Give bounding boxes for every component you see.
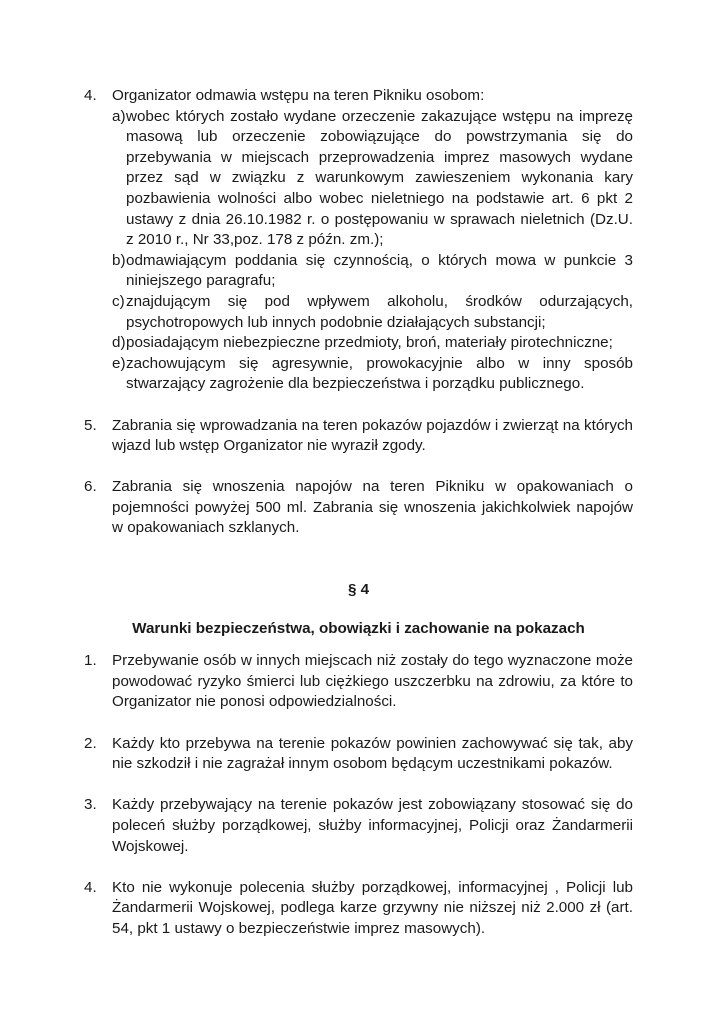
item-number: 4. xyxy=(84,87,97,104)
item-text: Każdy kto przebywa na terenie pokazów powinien zachowywać się tak, aby nie szkodził i nie zagrażał innym osobom będącym uczestnikami pokazów. xyxy=(112,734,633,773)
list-item-2 xyxy=(84,734,633,775)
subitem-letter: c) xyxy=(112,292,125,310)
list-item-4b xyxy=(84,878,633,940)
item-text: Przebywanie osób w innych miejscach niż zostały do tego wyznaczone może powodować ryzyko śmierci lub ciężkiego uszczerbku na zdrowiu, za które to Organizator nie ponosi odpowiedzialności. xyxy=(112,652,633,711)
item-number: 3. xyxy=(84,796,97,814)
list-item-1 xyxy=(84,651,633,713)
subitem-letter: e) xyxy=(112,354,126,372)
item-number: 1. xyxy=(84,652,97,670)
subitem-letter: d) xyxy=(112,334,126,352)
item-number: 5. xyxy=(84,416,97,434)
subitem-text: odmawiającym poddania się czynnością, o których mowa w punkcie 3 niniejszego paragrafu; xyxy=(126,251,633,290)
subitem-a xyxy=(84,107,633,251)
subitem-text: posiadającym niebezpieczne przedmioty, broń, materiały pirotechniczne; xyxy=(126,334,613,352)
list-item-6 xyxy=(84,477,633,539)
subitem-c xyxy=(84,292,633,333)
item-text: Organizator odmawia wstępu na teren Pikniku osobom: xyxy=(112,87,485,104)
subitem-text: zachowującym się agresywnie, prowokacyjnie albo w inny sposób stwarzający zagrożenie dla bezpieczeństwa i porządku publicznego. xyxy=(126,354,633,393)
item-text: Każdy przebywający na terenie pokazów jest zobowiązany stosować się do poleceń służby porządkowej, służby informacyjnej, Policji oraz Żandarmerii Wojskowej. xyxy=(112,796,633,855)
item-text: Zabrania się wprowadzania na teren pokazów pojazdów i zwierząt na których wjazd lub wstęp Organizator nie wyraził zgody. xyxy=(112,416,633,455)
list-item-3 xyxy=(84,795,633,857)
subitem-text: wobec których zostało wydane orzeczenie zakazujące wstępu na imprezę masową lub orzeczenie zobowiązujące do powstrzymania się do przebywania w miejscach przeprowadzenia imprez masowych wydane przez sąd w związku z warunkowym zawieszeniem wykonania kary pozbawienia wolności albo wobec nieletniego na podstawie art. 6 pkt 2 ustawy z dnia 26.10.1982 r. o postępowaniu w sprawach nieletnich (Dz.U. z 2010 r., Nr 33,poz. 178 z późn. zm.); xyxy=(126,107,633,249)
list-item-5 xyxy=(84,416,633,457)
item-number: 4. xyxy=(84,878,97,896)
subitem-text: znajdującym się pod wpływem alkoholu, środków odurzających, psychotropowych lub innych podobnie działających substancji; xyxy=(126,292,633,331)
item-text: Zabrania się wnoszenia napojów na teren Pikniku w opakowaniach o pojemności powyżej 500 ml. Zabrania się wnoszenia jakichkolwiek napojów w opakowaniach szklanych. xyxy=(112,478,633,537)
subitem-b xyxy=(84,251,633,292)
paragraph-sign: § 4 xyxy=(347,581,370,599)
list-item-4 xyxy=(84,86,633,395)
subitem-d xyxy=(84,333,633,354)
section-title: Warunki bezpieczeństwa, obowiązki i zachowanie na pokazach xyxy=(132,619,585,637)
item-text: Kto nie wykonuje polecenia służby porządkowej, informacyjnej , Policji lub Żandarmerii Wojskowej, podlega karze grzywny nie niższej niż 2.000 zł (art. 54, pkt 1 ustawy o bezpieczeństwie imprez masowych). xyxy=(112,878,633,937)
document-content xyxy=(84,86,633,940)
sublist xyxy=(112,107,633,395)
item-number: 2. xyxy=(84,734,97,752)
subitem-letter: a) xyxy=(112,107,126,125)
subitem-letter: b) xyxy=(112,251,126,269)
item-number: 6. xyxy=(84,478,97,496)
subitem-e xyxy=(84,354,633,395)
